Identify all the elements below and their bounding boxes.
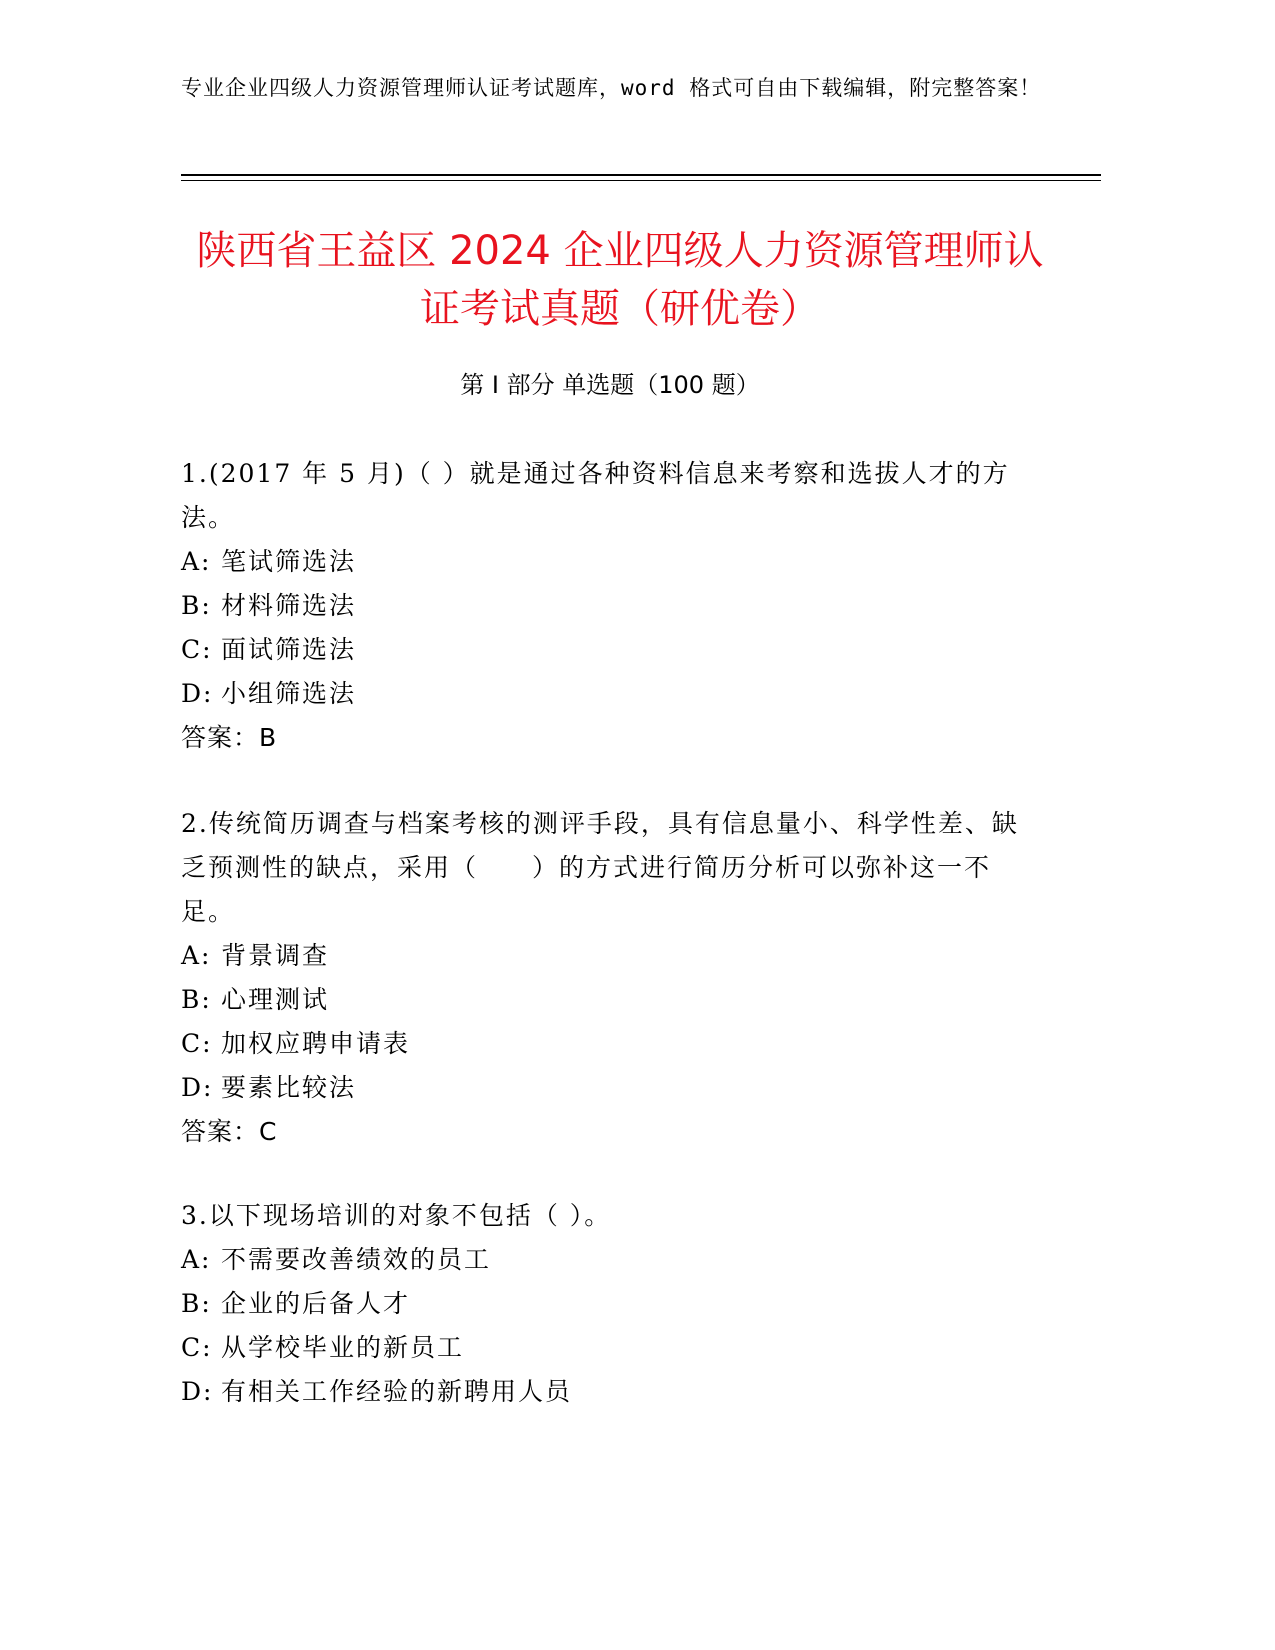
option-a xyxy=(181,540,1041,584)
answer-label: 答案：C xyxy=(181,1117,278,1146)
option-d xyxy=(181,1066,1041,1110)
question-stem: 2.传统简历调查与档案考核的测评手段，具有信息量小、科学性差、缺乏预测性的缺点，采用（ ）的方式进行简历分析可以弥补这一不足。 xyxy=(181,809,1019,926)
option-d xyxy=(181,1370,1041,1414)
option-b xyxy=(181,584,1041,628)
option-letter: B: xyxy=(181,985,212,1014)
header-divider-thick xyxy=(181,174,1101,176)
option-c xyxy=(181,1022,1041,1066)
option-text: 笔试筛选法 xyxy=(221,547,357,576)
option-c xyxy=(181,628,1041,672)
header-note: 专业企业四级人力资源管理师认证考试题库，word 格式可自由下载编辑，附完整答案！ xyxy=(181,76,1042,100)
question-2 xyxy=(181,802,1041,1154)
option-a xyxy=(181,934,1041,978)
question-3 xyxy=(181,1194,1041,1414)
answer-label: 答案：B xyxy=(181,723,278,752)
option-letter: C: xyxy=(181,635,213,664)
option-text: 有相关工作经验的新聘用人员 xyxy=(221,1377,573,1406)
option-b xyxy=(181,1282,1041,1326)
option-text: 不需要改善绩效的员工 xyxy=(221,1245,492,1274)
option-text: 背景调查 xyxy=(221,941,330,970)
option-letter: D: xyxy=(181,679,214,708)
option-text: 小组筛选法 xyxy=(221,679,357,708)
document-title: 陕西省王益区 2024 企业四级人力资源管理师认证考试真题（研优卷） xyxy=(196,228,1044,332)
option-letter: A: xyxy=(181,547,212,576)
option-a xyxy=(181,1238,1041,1282)
option-text: 材料筛选法 xyxy=(221,591,357,620)
option-text: 企业的后备人才 xyxy=(221,1289,411,1318)
option-d xyxy=(181,672,1041,716)
option-text: 要素比较法 xyxy=(221,1073,357,1102)
option-c xyxy=(181,1326,1041,1370)
option-letter: A: xyxy=(181,941,212,970)
option-letter: B: xyxy=(181,1289,212,1318)
question-stem: 3.以下现场培训的对象不包括（ ）。 xyxy=(181,1201,612,1230)
option-letter: B: xyxy=(181,591,212,620)
option-letter: D: xyxy=(181,1377,214,1406)
section-heading: 第 I 部分 单选题（100 题） xyxy=(460,371,760,399)
option-text: 心理测试 xyxy=(221,985,330,1014)
option-text: 从学校毕业的新员工 xyxy=(221,1333,465,1362)
option-text: 面试筛选法 xyxy=(221,635,357,664)
option-letter: C: xyxy=(181,1029,213,1058)
header-divider-thin xyxy=(181,180,1101,181)
option-text: 加权应聘申请表 xyxy=(221,1029,411,1058)
question-stem: 1.(2017 年 5 月)（ ）就是通过各种资料信息来考察和选拔人才的方法。 xyxy=(181,459,1010,532)
option-letter: C: xyxy=(181,1333,213,1362)
question-1 xyxy=(181,452,1041,760)
option-letter: D: xyxy=(181,1073,214,1102)
option-letter: A: xyxy=(181,1245,212,1274)
option-b xyxy=(181,978,1041,1022)
